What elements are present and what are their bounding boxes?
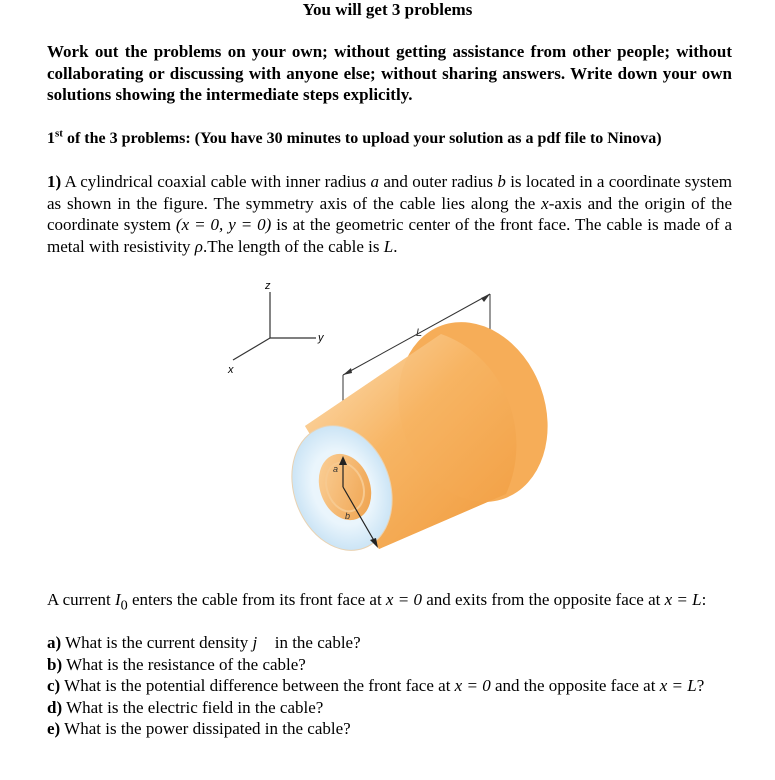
length-label: L — [416, 327, 423, 339]
axis-y-label: y — [318, 332, 324, 344]
axis-z-label: z — [265, 280, 271, 292]
var-L: L — [383, 236, 394, 256]
var-rho: ρ — [194, 236, 203, 256]
instructions: Work out the problems on your own; without getting assistance from other people; without collaborating or discussing with anyone else; without sharing answers. Write down your own solutions showing the intermediate steps explicitly. — [47, 42, 732, 104]
coordinate-axes — [233, 292, 316, 360]
question-d — [47, 697, 732, 719]
heading-ordinal-suffix: st — [55, 127, 63, 140]
question-label: e) — [47, 719, 61, 738]
question-a — [47, 632, 732, 654]
math-xL: x = L — [659, 676, 697, 695]
question-c — [47, 675, 732, 697]
problem-text: .The length of the cable is — [202, 236, 384, 256]
question-text: What is the resistance of the cable? — [62, 654, 306, 674]
problem-text: and outer radius — [379, 172, 498, 191]
question-e — [47, 718, 732, 740]
axis-x-label: x — [228, 364, 234, 376]
question-label: b) — [47, 654, 63, 674]
var-b: b — [497, 172, 506, 191]
current-text: enters the cable from its front face at — [127, 590, 386, 609]
question-text: ? — [696, 676, 705, 695]
heading-ordinal: 1 — [47, 130, 55, 147]
question-text: What is the electric field in the cable? — [62, 697, 324, 717]
question-list — [47, 632, 732, 740]
var-a: a — [370, 172, 380, 191]
math-x0: x = 0 — [385, 590, 422, 609]
problem-number: 1) — [47, 172, 62, 191]
radius-b-label: b — [345, 511, 351, 521]
arrowhead-icon — [343, 368, 352, 375]
arrowhead-icon — [481, 294, 490, 302]
question-text: What is the power dissipated in the cable? — [60, 719, 351, 738]
question-text: What is the potential difference between the front face at — [60, 676, 455, 695]
page-title: You will get 3 problems — [302, 0, 473, 19]
heading-rest: of the 3 problems: (You have 30 minutes to upload your solution as a pdf file to Ninova) — [62, 130, 662, 147]
origin-coords: (x = 0, y = 0) — [175, 215, 272, 234]
current-description — [47, 589, 732, 617]
problem-text: is at the geometric center of the front face. The cable is made of a metal with resistivity — [47, 215, 733, 256]
problem-text: . — [393, 236, 398, 256]
question-text: and the opposite face at — [490, 676, 660, 695]
question-text: What is the current density — [61, 633, 253, 652]
question-label: d) — [47, 697, 63, 717]
question-b — [47, 654, 732, 676]
current-text: and exits from the opposite face at — [421, 590, 665, 609]
question-text: in the cable? — [270, 633, 361, 652]
var-I0-sub: 0 — [120, 597, 128, 614]
math-j: j⃗ — [252, 633, 271, 652]
question-label: c) — [47, 676, 61, 695]
question-label: a) — [47, 633, 62, 652]
problem-text: -axis and the origin of the coordinate system — [47, 193, 732, 234]
current-text: : — [701, 590, 707, 609]
var-x: x — [541, 193, 549, 213]
problem-text: A cylindrical coaxial cable with inner radius — [61, 172, 371, 191]
math-xL: x = L — [664, 590, 702, 609]
current-text: A current — [47, 590, 115, 609]
math-x0: x = 0 — [454, 676, 491, 695]
radius-a-label: a — [333, 464, 339, 474]
var-I0: I — [114, 590, 121, 609]
problem-text: is located in a coordinate system as shown in the figure. The symmetry axis of the cable lies along the — [47, 172, 732, 213]
